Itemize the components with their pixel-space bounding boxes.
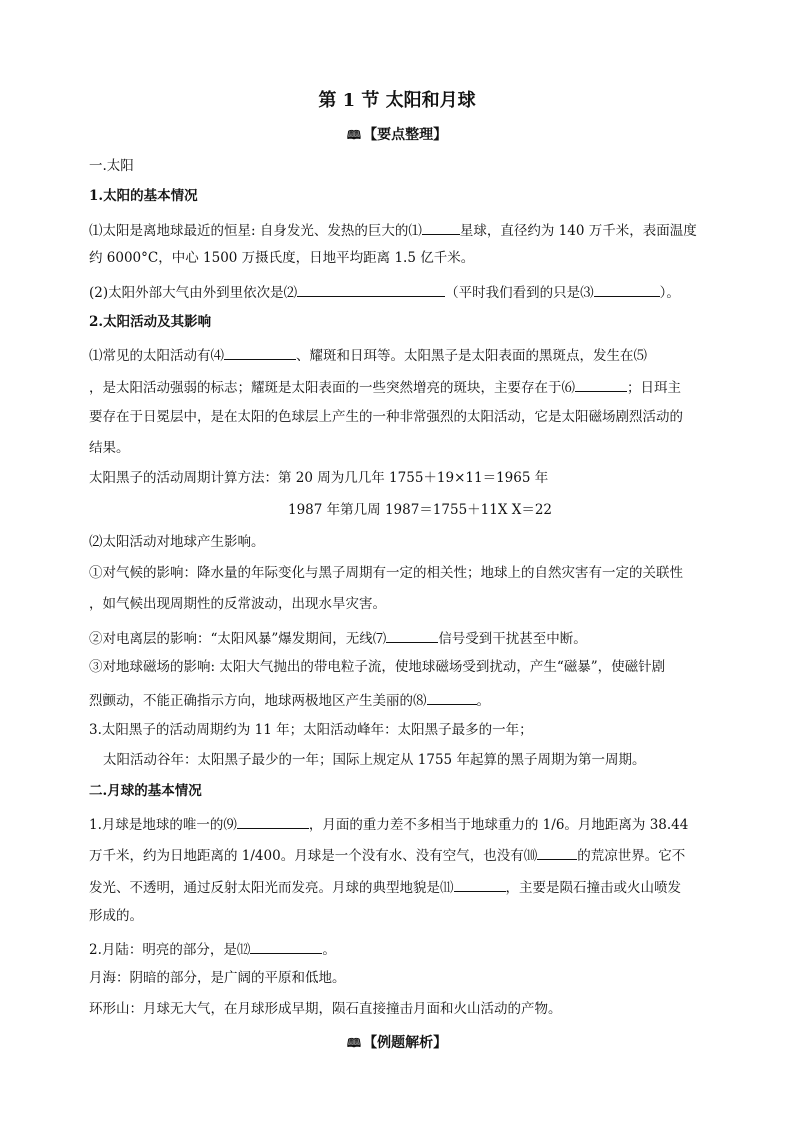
- paragraph-line: 形成的。: [89, 908, 143, 924]
- paragraph-line: 1.月球是地球的唯一的⑼ ，月面的重力差不多相当于地球重力的 1/6。月地距离为 38.44: [89, 814, 706, 833]
- paragraph-line: ，是太阳活动强弱的标志；耀斑是太阳表面的一些突然增亮的斑块，主要存在于⑹ ；日珥主: [89, 377, 706, 396]
- paragraph-line: 环形山：月球无大气，在月球形成早期，陨石直接撞击月面和火山活动的产物。: [89, 1001, 562, 1017]
- paragraph-line: 万千米，约为日地距离的 1/400。月球是一个没有水、没有空气，也没有⑽ 的荒凉世界。它不: [89, 845, 706, 864]
- paragraph-line: ，如气候出现周期性的反常波动，出现水旱灾害。: [89, 596, 386, 612]
- paragraph-line: ③对地球磁场的影响: 太阳大气抛出的带电粒子流，使地球磁场受到扰动，产生“磁暴”，使磁针剧: [89, 659, 666, 675]
- blank-8[interactable]: [427, 690, 477, 705]
- blank-4[interactable]: [224, 345, 296, 360]
- paragraph-line: 3.太阳黑子的活动周期约为 11 年；太阳活动峰年：太阳黑子最多的一年；: [89, 722, 533, 738]
- paragraph-line: 约 6000°C，中心 1500 万摄氏度，日地平均距离 1.5 亿千米。: [89, 250, 475, 266]
- book-icon: 🕮: [346, 128, 362, 142]
- section-examples-label: 【例题解析】: [363, 1035, 448, 1051]
- section-examples: [0, 1032, 794, 1055]
- paragraph-line: 发光、不透明，通过反射太阳光而发亮。月球的典型地貌是⑾ ，主要是陨石撞击或火山喷发: [89, 877, 706, 896]
- paragraph-line: (2)太阳外部大气由外到里依次是⑵ （平时我们看到的只是⑶ ）。: [89, 282, 706, 301]
- blank-6[interactable]: [575, 377, 627, 392]
- page-title: 第 1 节 太阳和月球: [318, 90, 476, 111]
- paragraph-line: ⑵太阳活动对地球产生影响。: [89, 534, 265, 550]
- heading-sun: 一.太阳: [89, 158, 134, 174]
- paragraph-line: ⑴太阳是离地球最近的恒星: 自身发光、发热的巨大的⑴ 星球，直径约为 140 万千米，表面温度: [89, 220, 706, 239]
- paragraph-line: 要存在于日冕层中，是在太阳的色球层上产生的一种非常强烈的太阳活动，它是太阳磁场剧烈活动的: [89, 409, 683, 425]
- blank-12[interactable]: [250, 939, 322, 954]
- blank-3[interactable]: [594, 282, 660, 297]
- paragraph-line: ①对气候的影响：降水量的年际变化与黑子周期有一定的相关性；地球上的自然灾害有一定的关联性: [89, 565, 683, 581]
- paragraph-line: 结果。: [89, 440, 130, 456]
- blank-2[interactable]: [297, 282, 445, 297]
- paragraph-line: 烈颤动，不能正确指示方向，地球两极地区产生美丽的⑻ 。: [89, 690, 706, 709]
- section-key-points-label: 【要点整理】: [363, 127, 448, 143]
- heading-sun-basics: 1.太阳的基本情况: [89, 188, 198, 204]
- blank-9[interactable]: [237, 814, 309, 829]
- paragraph-line: 2.月陆：明亮的部分，是⑿ 。: [89, 939, 706, 958]
- paragraph-line: 1987 年第几周 1987＝1755＋11X X＝22: [288, 502, 553, 518]
- blank-1[interactable]: [422, 220, 460, 235]
- section-key-points: [0, 124, 794, 147]
- blank-10[interactable]: [537, 845, 577, 860]
- paragraph-line: ②对电离层的影响：“太阳风暴”爆发期间，无线⑺ 信号受到干扰甚至中断。: [89, 628, 706, 647]
- book-icon: 🕮: [346, 1036, 362, 1050]
- heading-moon: 二.月球的基本情况: [89, 783, 202, 799]
- paragraph-line: 太阳活动谷年：太阳黑子最少的一年；国际上规定从 1755 年起算的黑子周期为第一周期。: [103, 752, 646, 768]
- paragraph-line: ⑴常见的太阳活动有⑷ 、耀斑和日珥等。太阳黑子是太阳表面的黑斑点，发生在⑸: [89, 345, 706, 364]
- paragraph-line: 太阳黑子的活动周期计算方法：第 20 周为几几年 1755＋19×11＝1965 年: [89, 470, 549, 486]
- heading-solar-activity: 2.太阳活动及其影响: [89, 314, 212, 330]
- blank-11[interactable]: [454, 877, 506, 892]
- paragraph-line: 月海：阴暗的部分，是广阔的平原和低地。: [89, 970, 346, 986]
- blank-7[interactable]: [386, 628, 438, 643]
